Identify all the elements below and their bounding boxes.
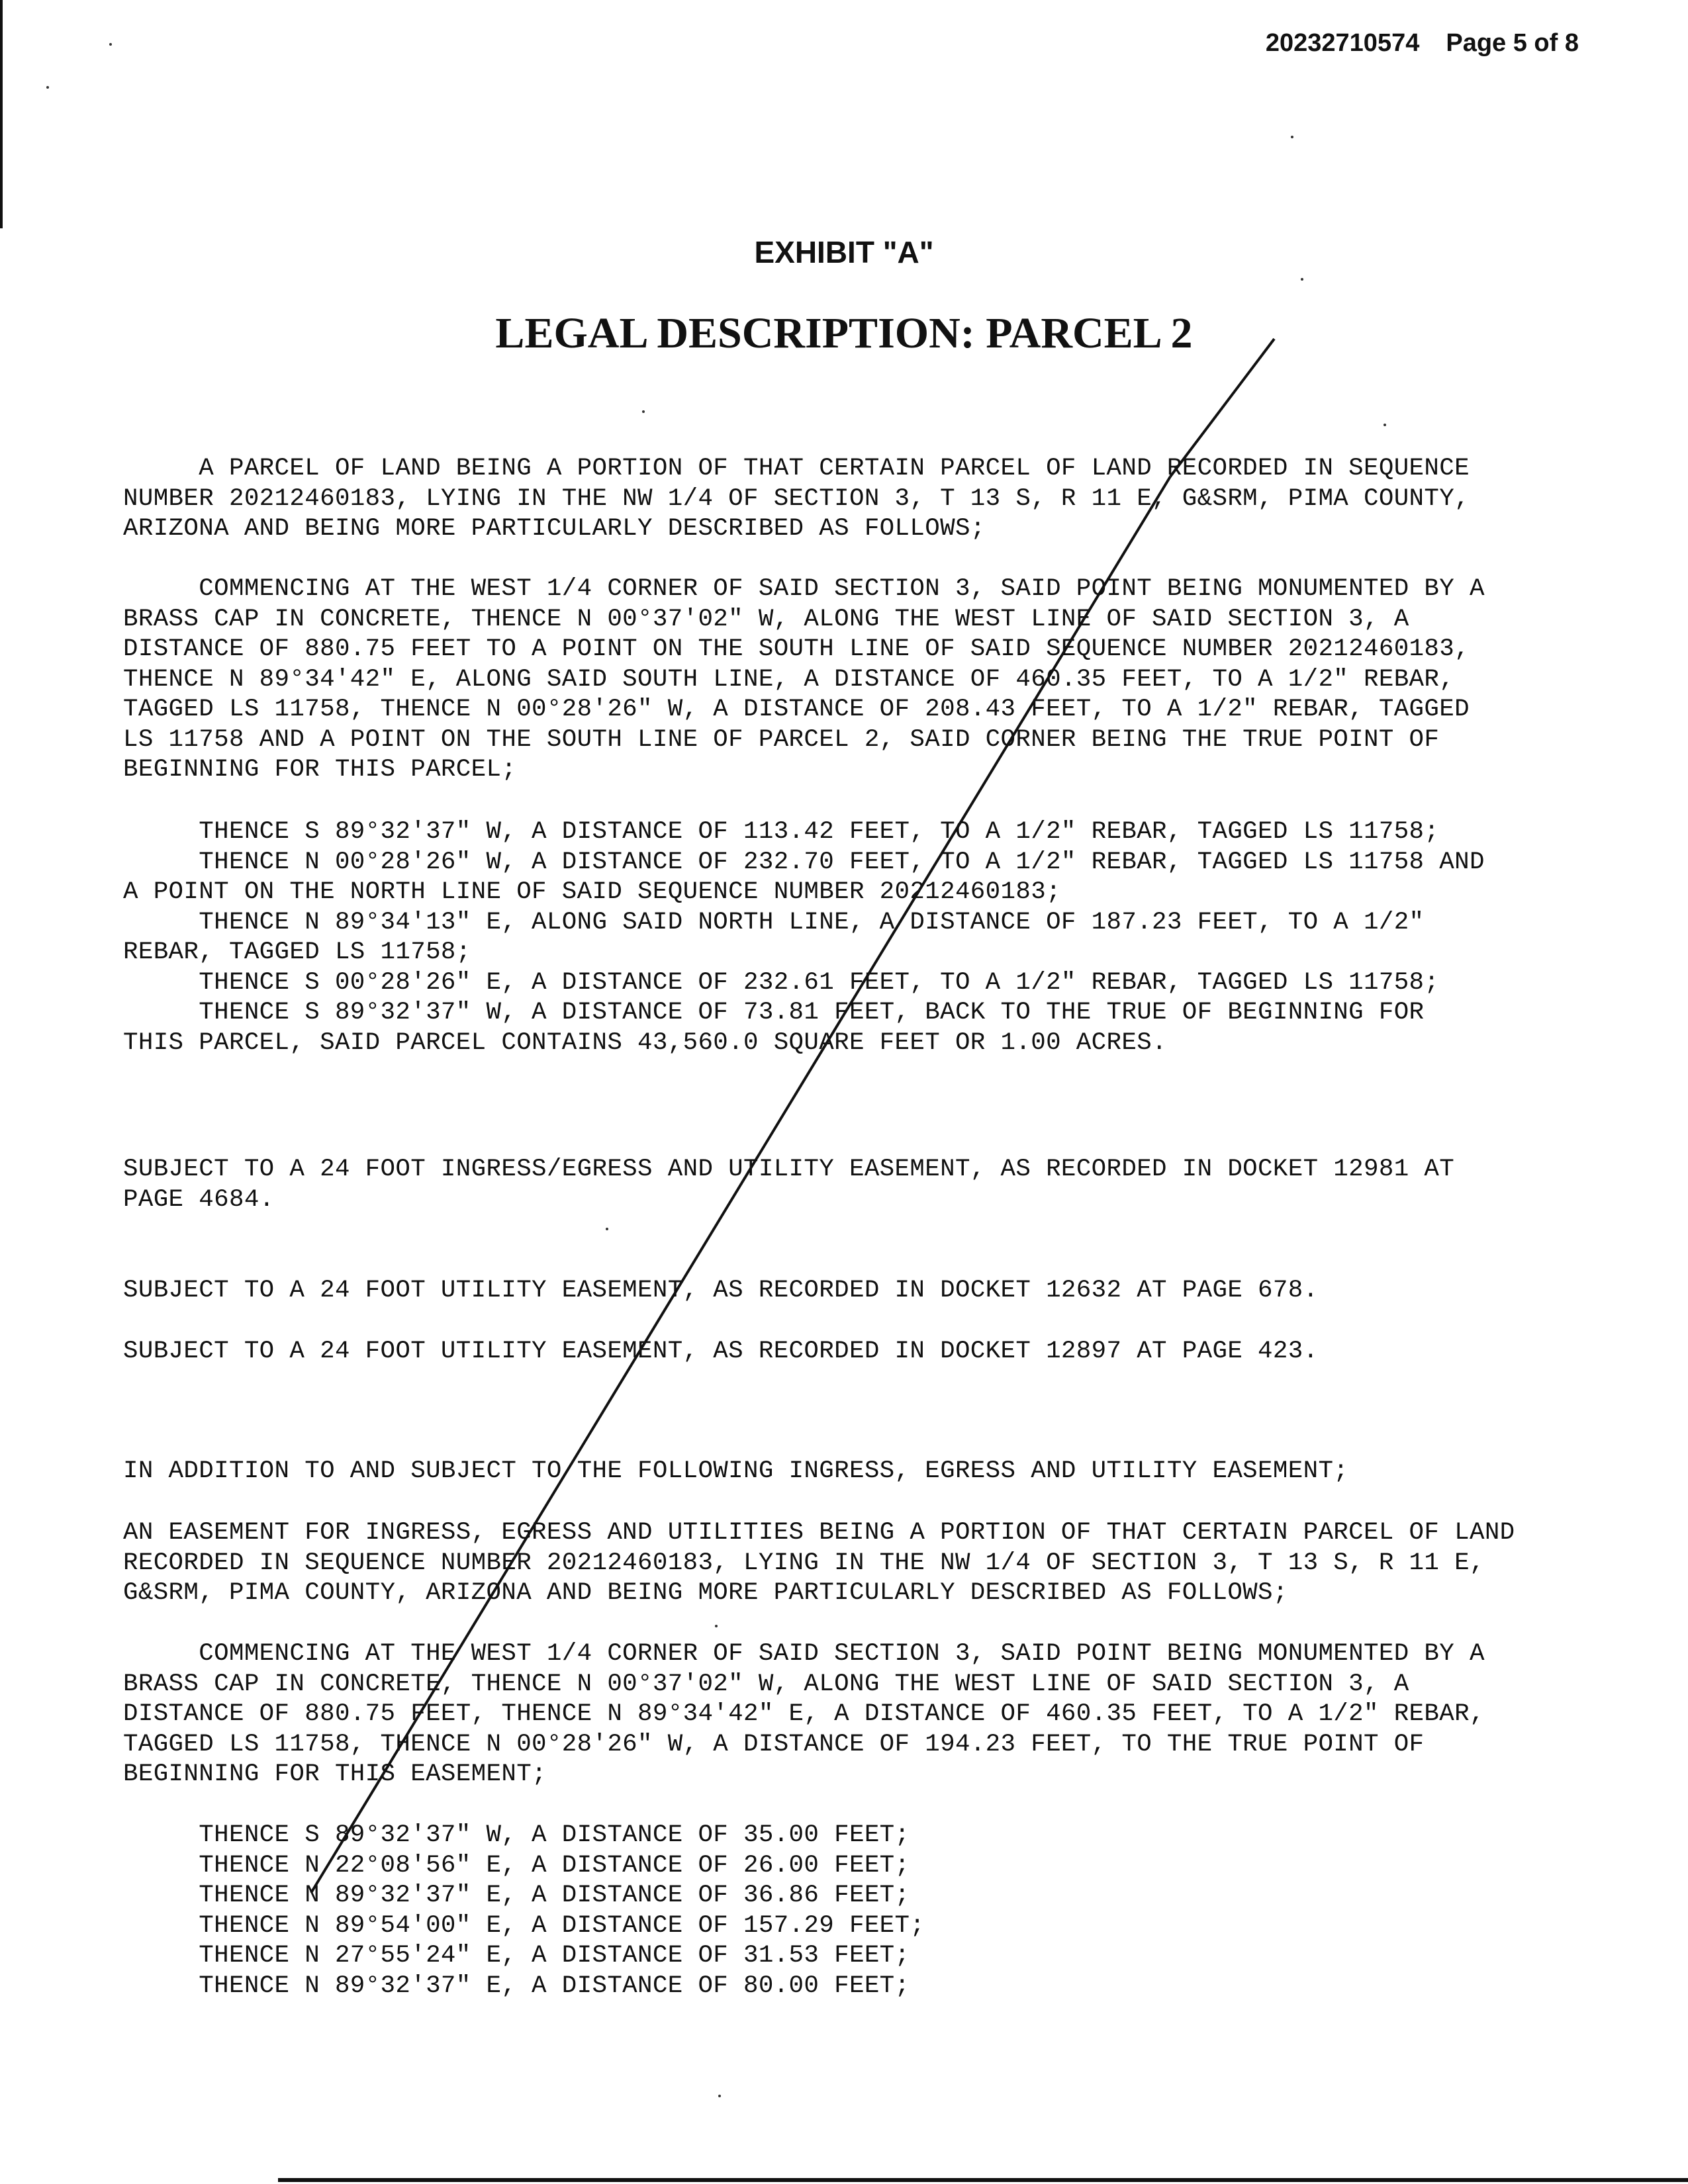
- easement-heading-paragraph: IN ADDITION TO AND SUBJECT TO THE FOLLOWING INGRESS, EGRESS AND UTILITY EASEMENT;: [123, 1457, 1349, 1485]
- scan-speck: [109, 43, 112, 46]
- scan-speck: [1291, 136, 1293, 138]
- easement-note-docket-12632: SUBJECT TO A 24 FOOT UTILITY EASEMENT, AS RECORDED IN DOCKET 12632 AT PAGE 678.: [123, 1277, 1319, 1304]
- easement-intro-paragraph: AN EASEMENT FOR INGRESS, EGRESS AND UTILITIES BEING A PORTION OF THAT CERTAIN PARCEL OF LAND RECORDED IN SEQUENCE NUMBER 20212460183, LYING IN THE NW 1/4 OF SECTION 3, T 13 S, R 11 E, G&SRM, PIMA COUNTY, ARIZONA AND BEING MORE PARTICULARLY DESCRIBED AS FOLLOWS;: [123, 1519, 1515, 1607]
- easement-courses-list: THENCE S 89°32'37" W, A DISTANCE OF 35.00 FEET; THENCE N 22°08'56" E, A DISTANCE OF 26.00 FEET; THENCE N 89°32'37" E, A DISTANCE OF 36.86 FEET; THENCE N 89°54'00" E, A DISTANCE OF 157.29 FEET; THENCE N 27°55'24" E, A DISTANCE OF 31.53 FEET; THENCE N 89°32'37" E, A DISTANCE OF 80.00 FEET;: [199, 1821, 925, 2000]
- parcel-courses-paragraph: THENCE S 89°32'37" W, A DISTANCE OF 113.42 FEET, A 1/2" REBAR, TAGGED LS 11758; THENCE N 00°28'26" W, A DISTANCE OF 232.70 FEET, TO A 1/2" REBAR, TAGGED LS 11758 AND A POINT ON THE NORTH LINE OF SAID SEQUENCE NUMBER 20212460183; THENCE N 89°34'13" E, ALONG SAID NORTH LINE, A DISTANCE OF 187.23 FEET, TO A 1/2" REBAR, TAGGED LS 11758; THENCE S 00°28'26" E, A DISTANCE OF 232.61 FEET, TO A 1/2" REBAR, TAGGED LS 11758; THENCE S 89°32'37" W, A DISTANCE OF 73.81 FEET, BACK TO THE TRUE OF BEGINNING FOR THIS PARCEL, SAID PARCEL CONTAINS 43,560.0 SQUARE FEET OR 1.00 ACRES.: [123, 818, 1485, 1057]
- scan-speck: [642, 410, 645, 413]
- page-indicator: Page 5 of 8: [1446, 29, 1579, 57]
- page-title: LEGAL DESCRIPTION: PARCEL 2: [495, 309, 1193, 357]
- exhibit-label: EXHIBIT "A": [754, 235, 934, 269]
- recording-number: 20232710574: [1265, 29, 1420, 57]
- easement-commencing-paragraph: COMMENCING AT THE WEST 1/4 CORNER OF SAID SECTION 3, SAID POINT BEING MONUMENTED BY A BRASS CAP IN CONCRETE, THENCE N 00°37'02" W, ALONG THE WEST LINE OF SAID SECTION 3, A DISTANCE OF 880.75 FEET, THENCE N 89°34'42" E, A DISTANCE OF 460.35 FEET, TO A 1/2" REBAR, TAGGED LS 11758, THENCE N 00°28'26" W, A DISTANCE OF 194.23 FEET, TO THE TRUE POINT OF BEGINNING FOR THIS EASEMENT;: [123, 1640, 1485, 1788]
- easement-note-docket-12981: SUBJECT TO A 24 FOOT INGRESS/EGRESS AND UTILITY EASEMENT, AS RECORDED IN DOCKET 12981 AT PAGE 4684.: [123, 1156, 1455, 1214]
- scan-speck: [715, 1625, 718, 1627]
- scan-speck: [606, 1228, 608, 1230]
- bottom-scan-edge: [278, 2178, 1688, 2182]
- commencing-paragraph: COMMENCING AT THE WEST 1/4 CORNER OF SAID SECTION 3, SAID POINT BEING MONUMENTED BY A BRASS CAP IN CONCRETE, THENCE N 00°37'02" W, ALONG THE WEST LINE OF SAID SECTION 3, A DISTANCE OF 880.75 FEET TO A POINT ON THE SOUTH LINE OF SAID SEQUENCE NUMBER 20212460183, THENCE N 89°34'42" E, ALONG SAID SOUTH LINE, A DISTANCE OF 460.35 FEET, TO A 1/2" REBAR, TAGGED LS 11758, THENCE N 00°28'26" W, A DISTANCE OF 208.43 FEET, TO A 1/2" REBAR, TAGGED LS 11758 AND A POINT ON THE SOUTH LINE OF PARCEL 2, SAID CORNER BEING THE TRUE POINT OF BEGINNING FOR THIS PARCEL;: [123, 575, 1485, 784]
- scan-speck: [1383, 424, 1386, 426]
- parcel-intro-paragraph: A PARCEL OF LAND BEING A PORTION OF THAT CERTAIN PARCEL OF LAND RECORDED IN SEQUENCE NUMBER 20212460183, LYING IN THE NW 1/4 OF SECTION 3, T 13 S, R 11 E, G&SRM, PIMA COUNTY, ARIZONA AND BEING MORE PARTICULARLY DESCRIBED AS FOLLOWS;: [123, 455, 1470, 543]
- scan-speck: [46, 86, 49, 89]
- scan-speck: [718, 2095, 721, 2097]
- easement-note-docket-12897: SUBJECT TO A 24 FOOT UTILITY EASEMENT, AS RECORDED IN DOCKET 12897 AT PAGE 423.: [123, 1338, 1319, 1365]
- scan-speck: [1301, 278, 1303, 281]
